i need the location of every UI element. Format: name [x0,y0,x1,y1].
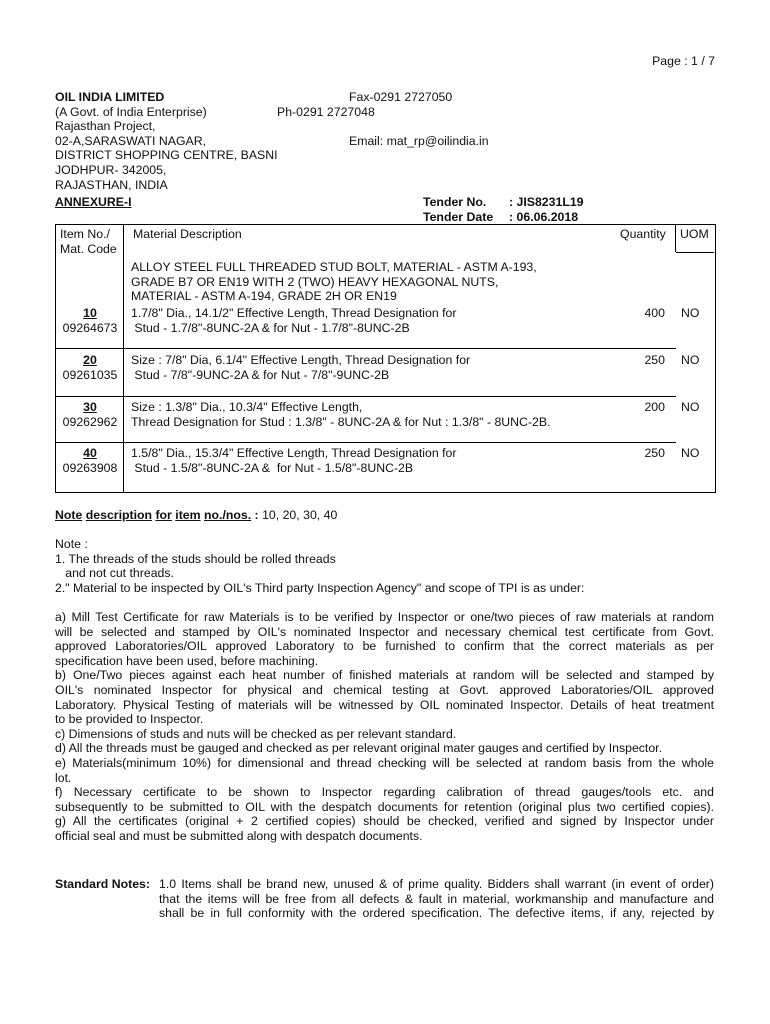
item-description [131,306,456,335]
company-address-block [55,90,278,192]
scope-a-cont: specification have been used, before machining. [55,653,319,668]
annexure-title: ANNEXURE-I [55,195,132,209]
description-line: Thread Designation for Stud : 1.3/8" - 8UNC-2A & for Nut : 1.3/8" - 8UNC-2B. [131,414,551,429]
header-item-line1: Item No./ [60,227,110,241]
description-line: 1.7/8" Dia., 14.1/2" Effective Length, Thread Designation for [131,306,457,320]
description-line: Size : 7/8" Dia, 6.1/4" Effective Length, Thread Designation for [131,353,471,367]
note-description-word: item [175,508,201,522]
material-code: 09264673 [62,320,118,335]
note-2: 2." Material to be inspected by OIL's Third party Inspection Agency" and scope of TPI is as under: [55,580,585,595]
scope-g-cont: official seal and must be submitted along with despatch documents. [55,828,423,843]
header-item-line2: Mat. Code [60,241,117,256]
company-line: (A Govt. of India Enterprise) [55,104,207,119]
table-row [56,400,124,429]
fax-number: Fax-0291 2727050 [349,90,453,104]
description-line: 1.5/8" Dia., 15.3/4" Effective Length, Thread Designation for [131,446,457,460]
note-description-colon: : [251,508,263,522]
item-description [131,353,470,382]
item-uom: NO [681,353,700,367]
scope-b-cont: to be provided to Inspector. [55,712,204,727]
item-uom: NO [681,400,700,414]
phone-number: Ph-0291 2727048 [277,105,375,119]
company-line: 02-A,SARASWATI NAGAR, [55,133,207,148]
note-description-line [55,508,337,523]
standard-note-line: that the items will be free from all defects & fault in material, workmanship and manufacture and [159,891,714,906]
item-number: 40 [83,446,97,460]
item-uom: NO [681,446,700,460]
tender-no-label: Tender No. [423,195,487,209]
company-line: JODHPUR- 342005, [55,162,167,177]
table-row-divider [676,252,714,253]
item-uom: NO [681,306,700,320]
item-quantity: 250 [644,353,665,367]
item-number: 30 [83,400,97,414]
scope-a-cont: approved Laboratories/OIL approved Laboratory to be furnished to confirm that the correct materials as per [55,639,714,654]
item-description [131,400,551,429]
scope-f-cont: subsequently to be submitted to OIL with the despatch documents for retention (original plus two certified copies). [55,799,714,814]
table-row [56,353,124,382]
description-line: GRADE B7 OR EN19 WITH 2 (TWO) HEAVY HEXAGONAL NUTS, [131,274,499,289]
standard-notes-label: Standard Notes: [55,877,150,891]
scope-e: e) Materials(minimum 10%) for dimensional and thread checking will be selected at random basis from the whole [55,755,714,770]
description-line: MATERIAL - ASTM A-194, GRADE 2H OR EN19 [131,289,397,304]
email-address: Email: mat_rp@oilindia.in [349,134,489,148]
item-quantity: 200 [644,400,665,414]
table-row-divider [56,396,676,397]
table-row-divider [56,348,676,349]
note-description-word: no./nos. [204,508,252,522]
material-code: 09261035 [62,367,118,382]
tender-info [423,195,584,224]
tender-date-label: Tender Date [423,209,494,224]
note-description-word: description [85,508,153,522]
table-row [56,446,124,475]
header-description: Material Description [133,227,242,241]
notes-heading: Note : [55,537,88,551]
description-line: Stud - 1.5/8"-8UNC-2A & for Nut - 1.5/8"-8UNC-2B [131,460,414,475]
scope-b-cont: OIL's nominated Inspector for physical and chemical testing at Govt. approved Laboratories/OIL approved [55,682,714,697]
material-code: 09262962 [62,414,118,429]
description-line: ALLOY STEEL FULL THREADED STUD BOLT, MATERIAL - ASTM A-193, [131,260,537,274]
table-row-divider [56,442,676,443]
company-line: RAJASTHAN, INDIA [55,177,168,192]
table-divider [675,224,676,252]
tender-date-value: : 06.06.2018 [509,209,579,224]
company-line: DISTRICT SHOPPING CENTRE, BASNI [55,148,278,163]
material-code: 09263908 [62,460,118,475]
description-line: Stud - 1.7/8"-8UNC-2A & for Nut - 1.7/8"-8UNC-2B [131,320,410,335]
scope-d: d) All the threads must be gauged and checked as per relevant original mater gauges and certified by Inspector. [55,741,663,756]
description-line: Stud - 7/8"-9UNC-2A & for Nut - 7/8"-9UNC-2B [131,367,390,382]
note-1-cont: and not cut threads. [55,566,174,581]
scope-b-cont: Laboratory. Physical Testing of materials will be witnessed by OIL nominated Inspector. Details of heat treatment [55,697,714,712]
page-number: Page : 1 / 7 [652,54,715,68]
scope-b: b) One/Two pieces against each heat number of finished materials at random will be selected and stamped by [55,668,714,683]
table-row [56,306,124,335]
note-description-word: Note [55,508,83,522]
item-quantity: 400 [644,306,665,320]
description-line: Size : 1.3/8" Dia., 10.3/4" Effective Length, [131,400,363,414]
standard-note-line: shall be in full conformity with the ordered specification. The defective items, if any, rejected by [159,906,714,921]
item-number: 10 [83,306,97,320]
scope-f: f) Necessary certificate to be shown to Inspector regarding calibration of thread gauges/tools etc. and [55,785,714,800]
company-line: Rajasthan Project, [55,119,156,134]
item-number: 20 [83,353,97,367]
tender-no-value: : JIS8231L19 [509,195,584,209]
general-description [131,260,537,304]
header-quantity: Quantity [620,227,666,241]
tpi-scope-block [55,610,714,844]
item-description [131,446,456,475]
note-description-word: for [155,508,172,522]
item-quantity: 250 [644,446,665,460]
scope-a: a) Mill Test Certificate for raw Materials is to be verified by Inspector or one/two pieces of raw materials at random [55,610,714,624]
notes-block [55,537,714,595]
note-1: 1. The threads of the studs should be rolled threads [55,551,336,566]
scope-g: g) All the certificates (original + 2 certified copies) should be checked, verified and signed by Inspector under [55,814,714,829]
header-item-no [60,227,117,256]
standard-note-line: 1.0 Items shall be brand new, unused & of prime quality. Bidders shall warrant (in event of order) [159,877,714,891]
note-description-items: 10, 20, 30, 40 [262,508,338,522]
scope-e-cont: lot. [55,770,72,785]
company-name: OIL INDIA LIMITED [55,90,165,104]
header-uom: UOM [680,227,709,241]
standard-notes-text [159,877,714,921]
scope-a-cont: will be selected and stamped by OIL's nominated Inspector and necessary chemical test certificate from Govt. [55,624,714,639]
scope-c: c) Dimensions of studs and nuts will be checked as per relevant standard. [55,726,457,741]
